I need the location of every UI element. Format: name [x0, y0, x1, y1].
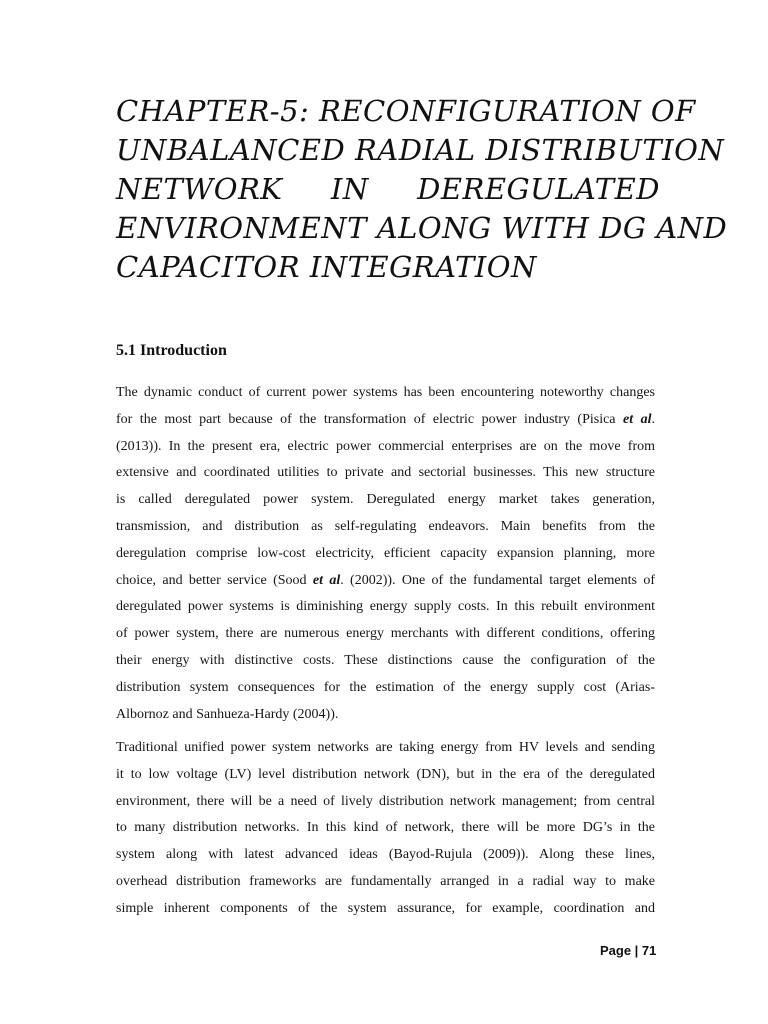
text-line: extensive and coordinated utilities to private and sectorial businesses. This new structure	[116, 465, 655, 481]
text-segment: for the most part because of the transformation of electric power industry (Pisica	[116, 411, 616, 427]
citation-et-al: et al	[623, 411, 652, 427]
text-line: of power system, there are numerous energy merchants with different conditions, offering	[116, 626, 655, 642]
text-line: overhead distribution frameworks are fundamentally arranged in a radial way to make	[116, 873, 655, 889]
text-line: (2013)). In the present era, electric power commercial enterprises are on the move from	[116, 438, 655, 454]
text-line: Traditional unified power system networks are taking energy from HV levels and sending	[116, 740, 655, 755]
text-line	[116, 568, 655, 595]
text-line: distribution system consequences for the estimation of the energy supply cost (Arias-	[116, 679, 655, 695]
text-line: to many distribution networks. In this kind of network, there will be more DG’s in the	[116, 820, 655, 836]
chapter-title-line: CAPACITOR INTEGRATION	[116, 250, 537, 284]
text-line: The dynamic conduct of current power systems has been encountering noteworthy changes	[116, 385, 655, 400]
chapter-title-line: UNBALANCED RADIAL DISTRIBUTION	[116, 133, 725, 167]
text-line: Albornoz and Sanhueza-Hardy (2004)).	[116, 706, 339, 722]
chapter-title	[116, 92, 728, 287]
text-line: transmission, and distribution as self-regulating endeavors. Main benefits from the	[116, 518, 655, 534]
text-line: simple inherent components of the system assurance, for example, coordination and	[116, 900, 655, 916]
text-line: is called deregulated power system. Deregulated energy market takes generation,	[116, 492, 655, 508]
text-line: environment, there will be a need of lively distribution network management; from central	[116, 793, 655, 809]
chapter-title-line: CHAPTER-5: RECONFIGURATION OF	[116, 94, 696, 128]
chapter-title-line: ENVIRONMENT ALONG WITH DG AND	[116, 211, 728, 245]
text-line: deregulation comprise low-cost electricity, efficient capacity expansion planning, more	[116, 545, 655, 561]
text-line: their energy with distinctive costs. These distinctions cause the configuration of the	[116, 652, 655, 668]
text-segment: choice, and better service (Sood	[116, 572, 307, 588]
text-line: deregulated power systems is diminishing energy supply costs. In this rebuilt environment	[116, 599, 655, 615]
intro-paragraph-1	[116, 380, 655, 728]
intro-paragraph-2	[116, 735, 655, 923]
text-line: system along with latest advanced ideas (Bayod-Rujula (2009)). Along these lines,	[116, 847, 655, 863]
text-line: it to low voltage (LV) level distribution network (DN), but in the era of the deregulated	[116, 766, 655, 782]
text-line	[116, 407, 655, 434]
text-segment: . (2002)). One of the fundamental target elements of	[340, 572, 655, 588]
citation-et-al: et al	[312, 572, 341, 588]
text-segment: .	[651, 411, 655, 427]
page-number: Page | 71	[600, 943, 657, 958]
section-heading: 5.1 Introduction	[116, 342, 227, 359]
chapter-title-line: NETWORK IN DEREGULATED	[116, 172, 660, 206]
